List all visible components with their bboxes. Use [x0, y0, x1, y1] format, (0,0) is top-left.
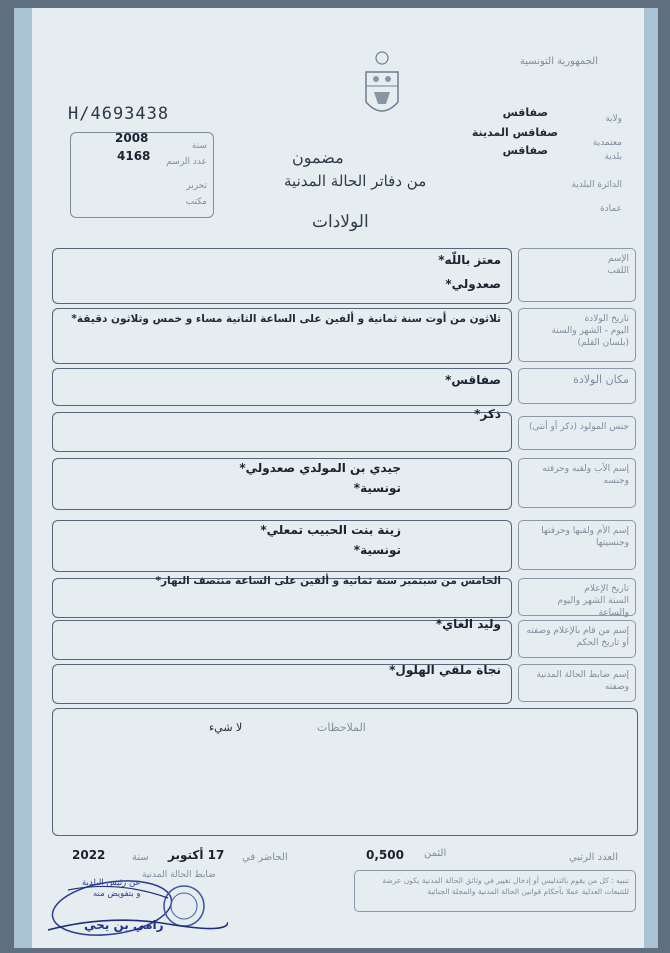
register-place-label: مكتب — [185, 197, 207, 207]
row-birthplace-box — [52, 368, 512, 406]
register-year-label: سنة — [191, 141, 207, 151]
row-sex-label: جنس المولود (ذكر أو أنثى) — [518, 416, 636, 450]
admin-value-delegation: صفاقس المدينة — [471, 126, 558, 139]
row-father-label: إسم الأب ولقبه وحرفته وجنسه — [518, 458, 636, 508]
row-name-label: الإسم اللقب — [518, 248, 636, 302]
row-father-box — [52, 458, 512, 510]
row-declaration-date-box — [52, 575, 512, 618]
admin-value-wilaya: صفاقس — [502, 106, 548, 119]
stamp-text — [82, 878, 141, 900]
declarant-value: وليد الغاي* — [435, 617, 501, 631]
admin-label-delegation: معتمدية — [592, 138, 622, 148]
ordinal-label: العدد الرتبي — [568, 852, 618, 863]
serial-number: H/4693438 — [68, 104, 170, 124]
issued-day: 17 أكتوبر — [168, 848, 225, 862]
sex-value: ذكر* — [474, 407, 501, 421]
legal-notice-box — [354, 870, 636, 912]
row-mother-box — [52, 520, 512, 572]
first-name-value: معتز باللّه* — [438, 253, 501, 267]
legal-notice-text: تنبيه : كل من يقوم بالتدليس أو إدخال تغيير في وثائق الحالة المدنية يكون عرضة للتتبعات العدلية عملا بأحكام قوانين الحالة المدنية والمجلة الجنائية — [382, 876, 629, 897]
row-birthdate-box — [52, 308, 512, 364]
admin-value-municipality: صفاقس — [502, 144, 548, 157]
admin-label-municipality: بلدية — [604, 152, 622, 162]
signature-name: رامي بن يحي — [84, 918, 164, 932]
register-notes-label: تحرير — [186, 181, 207, 191]
remarks-value: لا شيء — [209, 721, 243, 734]
row-declarant-box — [52, 617, 512, 660]
admin-label-imada: عمادة — [599, 204, 622, 214]
birth-certificate-sheet — [14, 8, 658, 948]
title-registers: من دفاتر الحالة المدنية — [284, 172, 427, 190]
year-value: 2022 — [72, 848, 106, 862]
stamp-line-1: عن رئيس البلدية — [82, 878, 141, 888]
section-births: الولادات — [312, 212, 369, 232]
remarks-box — [52, 708, 638, 836]
fee-label: الثمن — [424, 848, 447, 859]
tunisia-emblem-icon — [360, 48, 404, 126]
issued-label: الحاضر في — [242, 852, 288, 863]
admin-label-district: الدائرة البلدية — [571, 180, 622, 190]
declaration-date-value: الخامس من سبتمبر سنة ثمانية و ألفين على الساعة منتصف النهار* — [155, 575, 501, 587]
row-birthplace-label: مكان الولادة — [518, 368, 636, 404]
admin-label-wilaya: ولاية — [605, 114, 622, 124]
birthdate-value: ثلاثون من أوت سنة ثمانية و ألفين على الساعة الثانية مساء و خمس وثلاثون دقيقة* — [71, 313, 501, 325]
stamp-line-2: و بتفويض منه — [92, 889, 141, 900]
fee-value: 0,500 — [366, 848, 404, 862]
officer-signature-label: ضابط الحالة المدنية — [142, 870, 216, 880]
row-declaration-date-label: تاريخ الإعلام السنة الشهر واليوم والساعة — [518, 578, 636, 616]
register-number-label: عدد الرسم — [166, 157, 207, 167]
mother-nationality-value: تونسية* — [353, 543, 401, 557]
row-officer-box — [52, 664, 512, 704]
republic-label: الجمهورية التونسية — [519, 56, 598, 67]
row-officer-label: إسم ضابط الحالة المدنية وصفته — [518, 664, 636, 702]
row-birthdate-label: تاريخ الولادة اليوم - الشهر والسنة (بلسان القلم) — [518, 308, 636, 362]
row-sex-box — [52, 407, 512, 452]
father-nationality-value: تونسية* — [353, 481, 401, 495]
row-mother-label: إسم الأم ولقبها وحرفتها وجنسيتها — [518, 520, 636, 570]
title-extract: مضمون — [292, 148, 344, 167]
officer-value: نجاة ملقي الهلول* — [389, 663, 501, 677]
row-declarant-label: إسم من قام بالإعلام وصفته أو تاريخ الحكم — [518, 620, 636, 658]
remarks-label: الملاحظات — [317, 721, 366, 734]
register-box — [70, 132, 214, 218]
last-name-value: صعدولي* — [445, 277, 501, 291]
register-number: 4168 — [117, 149, 151, 163]
year-label: سنة — [132, 852, 149, 863]
father-name-value: جيدي بن المولدي صعدولي* — [239, 461, 401, 475]
birthplace-value: صفاقس* — [445, 373, 501, 387]
row-name-box — [52, 248, 512, 304]
register-year: 2008 — [115, 131, 149, 145]
mother-name-value: زينة بنت الحبيب تمعلي* — [260, 523, 401, 537]
